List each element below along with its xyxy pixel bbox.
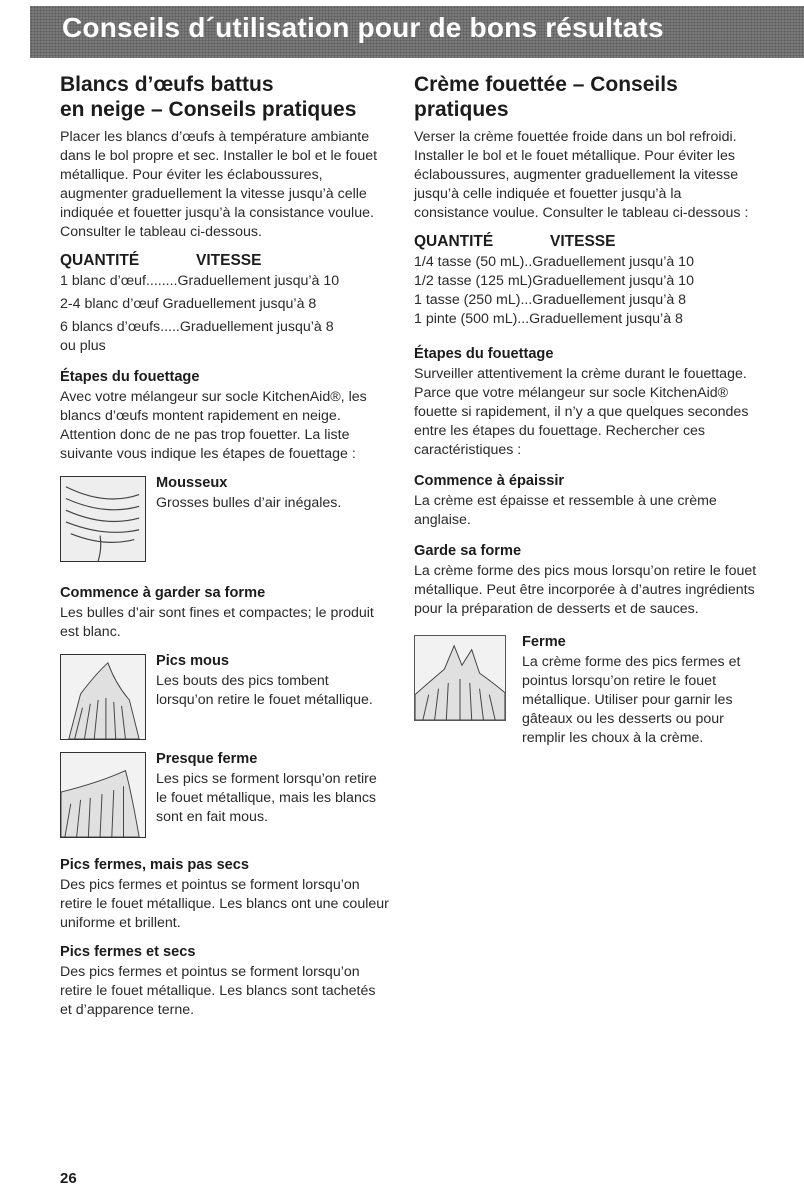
stage-title: Ferme — [522, 634, 566, 650]
whisk-almost-firm-illustration — [60, 752, 146, 838]
stage-title: Commence à garder sa forme — [60, 585, 266, 601]
stage-text: La crème forme des pics mous lorsqu’on retire le fouet métallique. Peut être incorporée à d’autres ingrédients pour la préparation de desserts et de sauces. — [414, 563, 757, 617]
stage-text: Les bulles d’air sont fines et compactes; le produit est blanc. — [60, 605, 374, 640]
stage-title: Garde sa forme — [414, 543, 522, 559]
stage-foamy — [60, 476, 390, 562]
stage-almost-firm — [60, 752, 390, 838]
whisk-soft-peaks-illustration — [60, 654, 146, 740]
whisk-peak-icon — [415, 636, 505, 720]
egg-whites-section — [60, 72, 390, 1020]
whisk-peak-icon — [61, 753, 145, 837]
egg-whites-table-header — [60, 252, 390, 270]
quantity-header: QUANTITÉ — [60, 252, 140, 269]
banner-title: Conseils d´utilisation pour de bons résultats — [62, 12, 664, 43]
page-banner — [30, 6, 804, 58]
whipped-cream-steps-text: Surveiller attentivement la crème durant le fouettage. Parce que votre mélangeur sur socle KitchenAid® fouette si rapidement, il n’y a que quelques secondes entre les étapes du fouettage. Rechercher ces caractéristiques : — [414, 366, 749, 458]
whipped-cream-intro: Verser la crème fouettée froide dans un bol refroidi. Installer le bol et le fouet métallique. Pour éviter les éclaboussures, augmenter graduellement la vitesse jusqu’à celle indiquée et fouetter jusqu’à la consistance voulue. Consulter le tableau ci-dessous : — [414, 129, 749, 221]
speed-header: VITESSE — [196, 252, 262, 269]
stage-title: Presque ferme — [156, 751, 258, 767]
whisk-peak-icon — [61, 655, 145, 739]
stage-title: Mousseux — [156, 475, 228, 491]
quantity-header: QUANTITÉ — [414, 233, 494, 250]
table-row: 1 tasse (250 mL)...Graduellement jusqu’à 8 — [414, 292, 687, 308]
stage-title: Pics mous — [156, 653, 229, 669]
stage-title: Commence à épaissir — [414, 473, 565, 489]
whisk-foamy-illustration — [60, 476, 146, 562]
stage-text: Grosses bulles d’air inégales. — [156, 495, 342, 511]
whipped-cream-section — [414, 72, 759, 748]
stage-firm — [414, 635, 759, 748]
stage-text: Des pics fermes et pointus se forment lorsqu’on retire le fouet métallique. Les blancs sont tachetés et d’apparence terne. — [60, 964, 376, 1018]
stage-title: Pics fermes et secs — [60, 944, 196, 960]
egg-whites-title — [60, 72, 390, 122]
stage-title: Pics fermes, mais pas secs — [60, 857, 250, 873]
page-number: 26 — [60, 1170, 77, 1187]
stage-text: La crème forme des pics fermes et pointus lorsqu’on retire le fouet métallique. Utiliser pour garnir les gâteaux ou les desserts ou pour remplir les choux à la crème. — [522, 654, 741, 746]
egg-whites-steps-title: Étapes du fouettage — [60, 369, 200, 385]
stage-soft-peaks — [60, 654, 390, 740]
whisk-icon — [61, 477, 145, 561]
egg-whites-title-line1: Blancs d’œufs battus — [60, 73, 274, 96]
egg-whites-steps-text: Avec votre mélangeur sur socle KitchenAid®, les blancs d’œufs montent rapidement en neige. Attention donc de ne pas trop fouetter. La liste suivante vous indique les étapes de fouettage : — [60, 389, 367, 462]
whipped-cream-title — [414, 72, 759, 122]
whipped-cream-steps-title: Étapes du fouettage — [414, 346, 554, 362]
whipped-cream-title-line2: pratiques — [414, 98, 509, 121]
table-row: 1/4 tasse (50 mL)..Graduellement jusqu’à 10 — [414, 254, 694, 270]
table-row: 6 blancs d’œufs.....Graduellement jusqu’à 8 — [60, 319, 334, 335]
table-row: 1 pinte (500 mL)...Graduellement jusqu’à 8 — [414, 311, 683, 327]
stage-text: Des pics fermes et pointus se forment lorsqu’on retire le fouet métallique. Les blancs ont une couleur uniforme et brillent. — [60, 877, 389, 931]
whisk-firm-illustration — [414, 635, 506, 721]
table-row: 1/2 tasse (125 mL)Graduellement jusqu’à 10 — [414, 273, 694, 289]
stage-text: La crème est épaisse et ressemble à une crème anglaise. — [414, 493, 717, 528]
egg-whites-title-line2: en neige – Conseils pratiques — [60, 98, 357, 121]
whipped-cream-title-line1: Crème fouettée – Conseils — [414, 73, 678, 96]
speed-header: VITESSE — [550, 233, 616, 250]
stage-text: Les pics se forment lorsqu’on retire le fouet métallique, mais les blancs sont en fait mous. — [156, 771, 377, 825]
table-row: ou plus — [60, 338, 106, 354]
egg-whites-intro: Placer les blancs d’œufs à température ambiante dans le bol propre et sec. Installer le bol et le fouet métallique. Pour éviter les éclaboussures, augmenter graduellement la vitesse jusqu’à celle indiquée et fouetter jusqu’à la consistance voulue. Consulter le tableau ci-dessous. — [60, 129, 378, 240]
table-row: 1 blanc d’œuf........Graduellement jusqu’à 10 — [60, 273, 340, 289]
table-row: 2-4 blanc d’œuf Graduellement jusqu’à 8 — [60, 296, 317, 312]
stage-text: Les bouts des pics tombent lorsqu’on retire le fouet métallique. — [156, 673, 373, 708]
whipped-cream-table-header — [414, 233, 759, 251]
